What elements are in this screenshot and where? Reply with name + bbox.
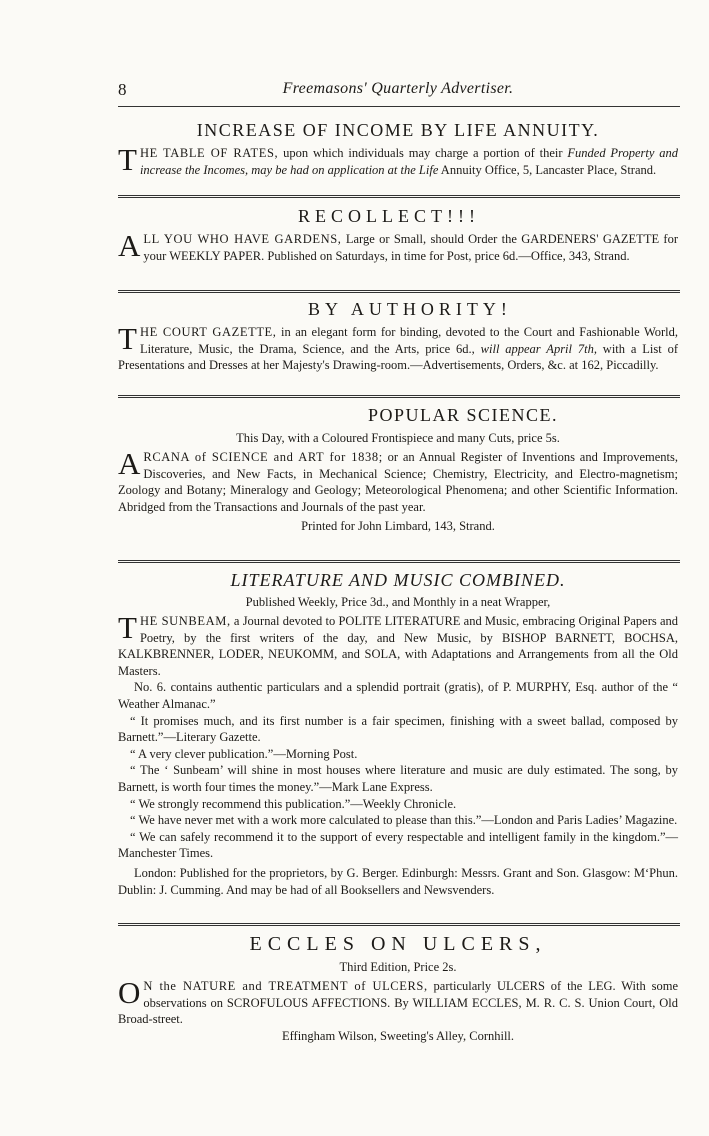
drop-cap: T: [118, 142, 137, 177]
ad-imprint: Printed for John Limbard, 143, Strand.: [301, 519, 495, 534]
drop-cap: O: [118, 975, 141, 1010]
ad-imprint: Effingham Wilson, Sweeting's Alley, Cornhill.: [281, 1028, 515, 1043]
testimonial: “ We strongly recommend this publication.”—Weekly Chronicle.: [130, 796, 457, 811]
section-rule: [118, 923, 680, 926]
ad-heading: LITERATURE AND MUSIC COMBINED.: [230, 570, 566, 590]
running-title: Freemasons' Quarterly Advertiser.: [282, 80, 514, 97]
ad-heading: BY AUTHORITY!: [308, 299, 512, 319]
ad-body: O N the NATURE and TREATMENT of ULCERS, particularly ULCERS of the LEG. With some observations on SCROFULOUS AFFECTIONS. By WILLIAM ECCLES, M. R. C. S. Union Court, Old Broad-street.: [118, 975, 678, 1027]
section-rule: [118, 395, 680, 398]
ad-by-authority: [118, 298, 678, 374]
section-rule: [118, 195, 680, 198]
page-header: [118, 80, 678, 104]
testimonial: “ It promises much, and its first number is a fair specimen, finishing with a sweet ballad, composed by Barnett.”—Literary Gazette.: [118, 713, 678, 745]
ad-life-annuity: [118, 119, 678, 178]
ad-body: THE TABLE OF RATES, upon which individuals may charge a portion of their Funded Property and increase the Incomes, may be had on application at the Life Annuity Office, 5, Lancaster Place, Strand.: [118, 142, 678, 177]
ad-body: ALL YOU WHO HAVE GARDENS, Large or Small, should Order the GARDENERS' GAZETTE for your WEEKLY PAPER. Published on Saturdays, in time for Post, price 6d.—Office, 343, Strand.: [118, 228, 679, 263]
ad-heading: POPULAR SCIENCE.: [367, 405, 559, 425]
ad-popular-science: [118, 404, 678, 535]
page-number: 8: [118, 80, 127, 99]
ad-sunbeam: [118, 569, 678, 898]
drop-cap: A: [118, 446, 141, 481]
section-rule: [118, 290, 680, 293]
drop-cap: T: [118, 610, 137, 645]
ad-eccles: [118, 933, 678, 1045]
drop-cap: A: [118, 228, 141, 263]
ad-body: THE COURT GAZETTE, in an elegant form for binding, devoted to the Court and Fashionable World, Literature, Music, the Drama, Science, and the Arts, price 6d., will appear April 7th, with a List of Presentations and Dresses at her Majesty's Drawing-room.—Advertisements, Orders, &c. at 162, Piccadilly.: [118, 321, 678, 373]
testimonial: “ A very clever publication.”—Morning Post.: [130, 746, 358, 761]
testimonial: “ We can safely recommend it to the support of every respectable and intelligent family in the kingdom.”—Manchester Times.: [118, 829, 678, 861]
ad-imprint: London: Published for the proprietors, by G. Berger. Edinburgh: Messrs. Grant and Son. Glasgow: M‘Phun. Dublin: J. Cumming. And may be had of all Booksellers and Newsvenders.: [118, 865, 678, 897]
testimonial: “ We have never met with a work more calculated to please than this.”—London and Paris Ladies’ Magazine.: [130, 813, 678, 828]
ad-heading: RECOLLECT!!!: [298, 206, 480, 226]
section-rule: [118, 560, 680, 563]
ad-heading: INCREASE OF INCOME BY LIFE ANNUITY.: [196, 120, 600, 140]
ad-subheading: This Day, with a Coloured Frontispiece and many Cuts, price 5s.: [236, 431, 560, 445]
ad-heading: ECCLES ON ULCERS,: [249, 933, 547, 955]
ad-body: ARCANA of SCIENCE and ART for 1838; or an Annual Register of Inventions and Improvements, Discoveries, and New Facts, in Mechanical Science; Chemistry, Electricity, and Electro-magnetism; Zoology and Botany; Mineralogy and Geology; Meteorological Phenomena; and other Scientific Information. Abridged from the Transactions and Journals of the past year.: [118, 446, 678, 514]
header-rule: [118, 106, 680, 107]
ad-paragraph: No. 6. contains authentic particulars and a splendid portrait (gratis), of P. MURPHY, Esq. author of the “ Weather Almanac.”: [118, 680, 678, 711]
ad-subheading: Third Edition, Price 2s.: [339, 960, 457, 974]
testimonial: “ The ‘ Sunbeam’ will shine in most houses where literature and music are duly estimated. The song, by Barnett, is worth four times the money.”—Mark Lane Express.: [118, 763, 678, 794]
ad-body: THE SUNBEAM, a Journal devoted to POLITE LITERATURE and Music, embracing Original Papers and Poetry, by the first writers of the day, and New Music, by BISHOP BARNETT, BOCHSA, KALKBRENNER, LODER, NEUKOMM, and SOLA, with Adaptations and Arrangements from all the Old Masters.: [118, 610, 679, 678]
ad-subheading: Published Weekly, Price 3d., and Monthly in a neat Wrapper,: [245, 595, 551, 609]
ad-recollect: [118, 205, 678, 264]
drop-cap: T: [118, 321, 137, 356]
